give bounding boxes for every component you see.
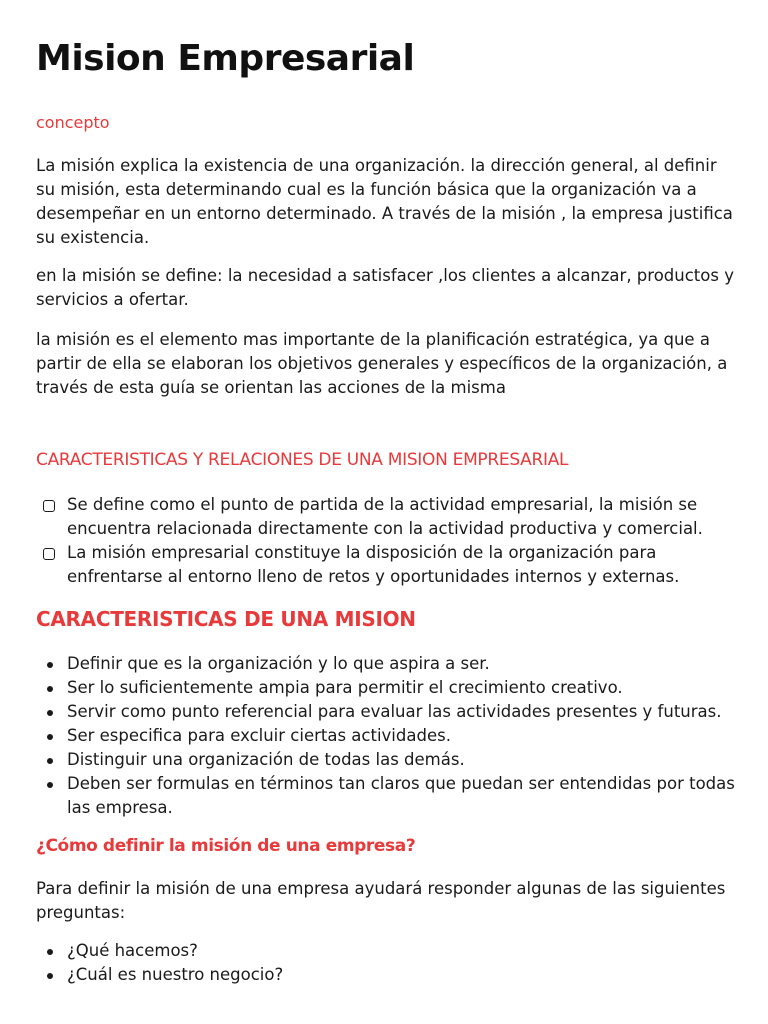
list-item <box>36 939 736 963</box>
list-item-text: Definir que es la organización y lo que aspira a ser. <box>67 654 490 673</box>
paragraph-intro: Para definir la misión de una empresa ayudará responder algunas de las siguientes preguntas: <box>36 879 726 922</box>
bullet-icon <box>47 758 53 764</box>
bullet-icon <box>47 782 53 788</box>
page-title: Mision Empresarial <box>36 38 415 79</box>
bullet-icon <box>47 662 53 668</box>
relations-list <box>36 493 736 589</box>
list-item <box>36 541 736 589</box>
list-item <box>36 700 736 724</box>
list-item <box>36 772 736 820</box>
list-item-text: Se define como el punto de partida de la actividad empresarial, la misión se encuentra relacionada directamente con la actividad productiva y comercial. <box>67 495 703 538</box>
questions-list <box>36 939 736 987</box>
section-heading-how-to-define: ¿Cómo definir la misión de una empresa? <box>36 836 416 856</box>
concept-label: concepto <box>36 113 110 132</box>
list-item-text: Ser especifica para excluir ciertas actividades. <box>67 726 451 745</box>
bullet-icon <box>47 973 53 979</box>
list-item <box>36 724 736 748</box>
bullet-icon <box>47 734 53 740</box>
list-item <box>36 493 736 541</box>
section-heading-characteristics: CARACTERISTICAS DE UNA MISION <box>36 607 416 631</box>
list-item-text: ¿Cuál es nuestro negocio? <box>67 965 284 984</box>
list-item-text: Ser lo suficientemente ampia para permitir el crecimiento creativo. <box>67 678 623 697</box>
list-item <box>36 676 736 700</box>
list-item <box>36 652 736 676</box>
bullet-icon <box>47 949 53 955</box>
list-item-text: La misión empresarial constituye la disposición de la organización para enfrentarse al entorno lleno de retos y oportunidades internos y externas. <box>67 543 680 586</box>
bullet-icon <box>47 710 53 716</box>
list-item-text: Distinguir una organización de todas las demás. <box>67 750 465 769</box>
list-item-text: Deben ser formulas en términos tan claros que puedan ser entendidas por todas las empresa. <box>67 774 735 817</box>
bullet-icon <box>47 686 53 692</box>
paragraph-1: La misión explica la existencia de una organización. la dirección general, al definir su misión, esta determinando cual es la función básica que la organización va a desempeñar en un entorno determinado. A través de la misión , la empresa justifica su existencia. <box>36 156 733 247</box>
checkbox-icon <box>43 548 55 560</box>
list-item-text: ¿Qué hacemos? <box>67 941 198 960</box>
list-item <box>36 748 736 772</box>
paragraph-3: la misión es el elemento mas importante de la planificación estratégica, ya que a partir de ella se elaboran los objetivos generales y específicos de la organización, a través de esta guía se orientan las acciones de la misma <box>36 330 728 397</box>
list-item <box>36 963 736 987</box>
checkbox-icon <box>43 500 55 512</box>
characteristics-list <box>36 652 736 820</box>
paragraph-2: en la misión se define: la necesidad a satisfacer ,los clientes a alcanzar, productos y servicios a ofertar. <box>36 266 734 309</box>
section-heading-relations: CARACTERISTICAS Y RELACIONES DE UNA MISION EMPRESARIAL <box>36 450 569 470</box>
list-item-text: Servir como punto referencial para evaluar las actividades presentes y futuras. <box>67 702 722 721</box>
